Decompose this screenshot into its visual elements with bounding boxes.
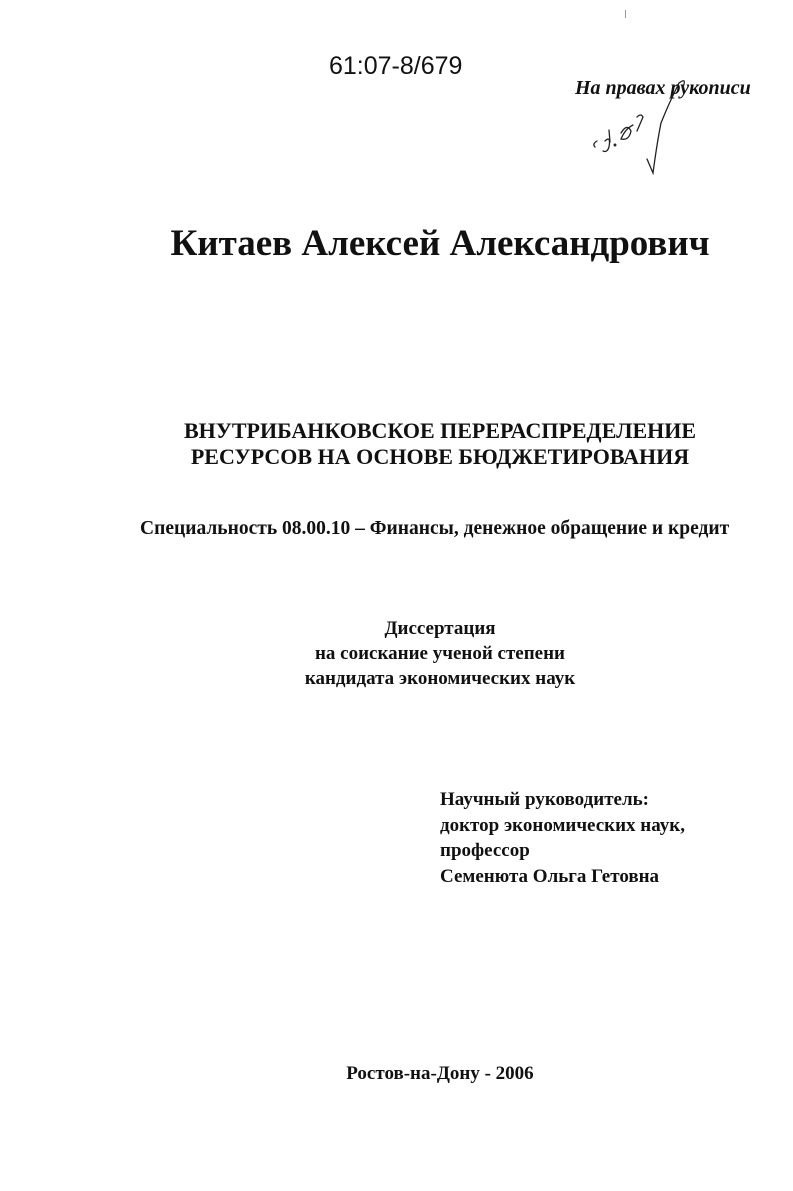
- city-year: Ростов-на-Дону - 2006: [346, 1063, 534, 1084]
- degree-line: на соискание ученой степени: [314, 643, 565, 664]
- author-name: Китаев Алексей Александрович: [170, 223, 710, 264]
- registry-code: 61:07-8/679: [329, 52, 463, 80]
- handwritten-signature: [585, 75, 695, 180]
- supervisor-name: Семенюта Ольга Гетовна: [440, 866, 660, 887]
- supervisor-label: Научный руководитель:: [440, 789, 649, 810]
- degree-line: кандидата экономических наук: [304, 668, 576, 689]
- supervisor-title: профессор: [440, 840, 530, 861]
- scan-artifact: [625, 10, 626, 18]
- specialty: Специальность 08.00.10 – Финансы, денежное обращение и кредит: [140, 518, 730, 539]
- dissertation-title-line: РЕСУРСОВ НА ОСНОВЕ БЮДЖЕТИРОВАНИЯ: [190, 444, 690, 469]
- manuscript-rights-note: На правах рукописи: [575, 77, 751, 99]
- dissertation-title-line: ВНУТРИБАНКОВСКОЕ ПЕРЕРАСПРЕДЕЛЕНИЕ: [183, 418, 697, 443]
- supervisor-degree: доктор экономических наук,: [440, 815, 685, 836]
- degree-line: Диссертация: [384, 618, 496, 639]
